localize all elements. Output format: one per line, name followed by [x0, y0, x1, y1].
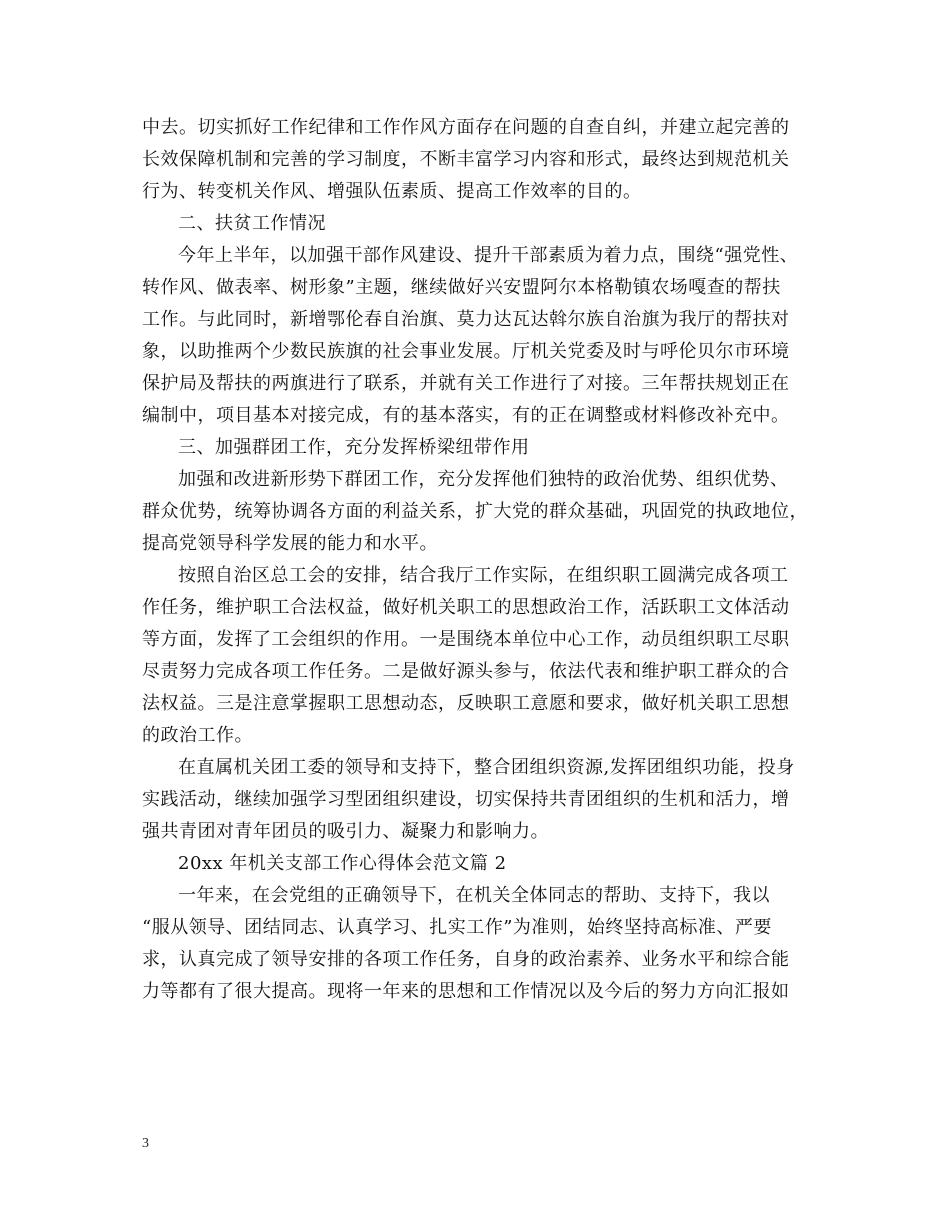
- text-line: 力等都有了很大提高。现将一年来的思想和工作情况以及今后的努力方向汇报如: [142, 981, 790, 1002]
- text-line: 求，认真完成了领导安排的各项工作任务，自身的政治素养、业务水平和综合能: [142, 949, 790, 970]
- text-line: 行为、转变机关作风、增强队伍素质、提高工作效率的目的。: [142, 181, 642, 202]
- text-line: “服从领导、团结同志、认真学习、扎实工作”为准则，始终坚持高标准、严要: [142, 917, 772, 938]
- page-number: 3: [142, 1136, 149, 1151]
- text-line: 尽责努力完成各项工作任务。二是做好源头参与，依法代表和维护职工群众的合: [142, 661, 790, 682]
- text-line: 的政治工作。: [142, 725, 253, 746]
- text-line: 加强和改进新形势下群团工作，充分发挥他们独特的政治优势、组织优势、: [178, 469, 789, 490]
- text-line: 法权益。三是注意掌握职工思想动态，反映职工意愿和要求，做好机关职工思想: [142, 693, 790, 714]
- text-line: 保护局及帮扶的两旗进行了联系，并就有关工作进行了对接。三年帮扶规划正在: [142, 373, 790, 394]
- text-line: 今年上半年，以加强干部作风建设、提升干部素质为着力点，围绕“强党性、: [178, 245, 799, 266]
- text-line: 等方面，发挥了工会组织的作用。一是围绕本单位中心工作，动员组织职工尽职: [142, 629, 790, 650]
- text-line: 强共青团对青年团员的吸引力、凝聚力和影响力。: [142, 821, 549, 842]
- text-line: 在直属机关团工委的领导和支持下，整合团组织资源,发挥团组织功能，投身: [178, 757, 795, 778]
- text-line: 工作。与此同时，新增鄂伦春自治旗、莫力达瓦达斡尔族自治旗为我厅的帮扶对: [142, 309, 790, 330]
- text-line: 转作风、做表率、树形象”主题，继续做好兴安盟阿尔本格勒镇农场嘎查的帮扶: [142, 277, 781, 298]
- text-line: 20xx 年机关支部工作心得体会范文篇 2: [178, 853, 507, 874]
- text-line: 作任务，维护职工合法权益，做好机关职工的思想政治工作，活跃职工文体活动: [142, 597, 790, 618]
- text-line: 提高党领导科学发展的能力和水平。: [142, 533, 438, 554]
- text-line: 实践活动，继续加强学习型团组织建设，切实保持共青团组织的生机和活力，增: [142, 789, 790, 810]
- text-line: 二、扶贫工作情况: [178, 213, 326, 234]
- text-line: 群众优势，统筹协调各方面的利益关系，扩大党的群众基础，巩固党的执政地位，: [142, 501, 808, 522]
- text-line: 编制中，项目基本对接完成，有的基本落实，有的正在调整或材料修改补充中。: [142, 405, 790, 426]
- text-line: 象，以助推两个少数民族旗的社会事业发展。厅机关党委及时与呼伦贝尔市环境: [142, 341, 790, 362]
- text-line: 一年来，在会党组的正确领导下，在机关全体同志的帮助、支持下，我以: [178, 885, 770, 906]
- document-body: [142, 112, 814, 1008]
- text-line: 中去。切实抓好工作纪律和工作作风方面存在问题的自查自纠，并建立起完善的: [142, 117, 790, 138]
- text-line: 三、加强群团工作，充分发挥桥梁纽带作用: [178, 437, 530, 458]
- text-line: 长效保障机制和完善的学习制度，不断丰富学习内容和形式，最终达到规范机关: [142, 149, 790, 170]
- text-line: 按照自治区总工会的安排，结合我厅工作实际，在组织职工圆满完成各项工: [178, 565, 789, 586]
